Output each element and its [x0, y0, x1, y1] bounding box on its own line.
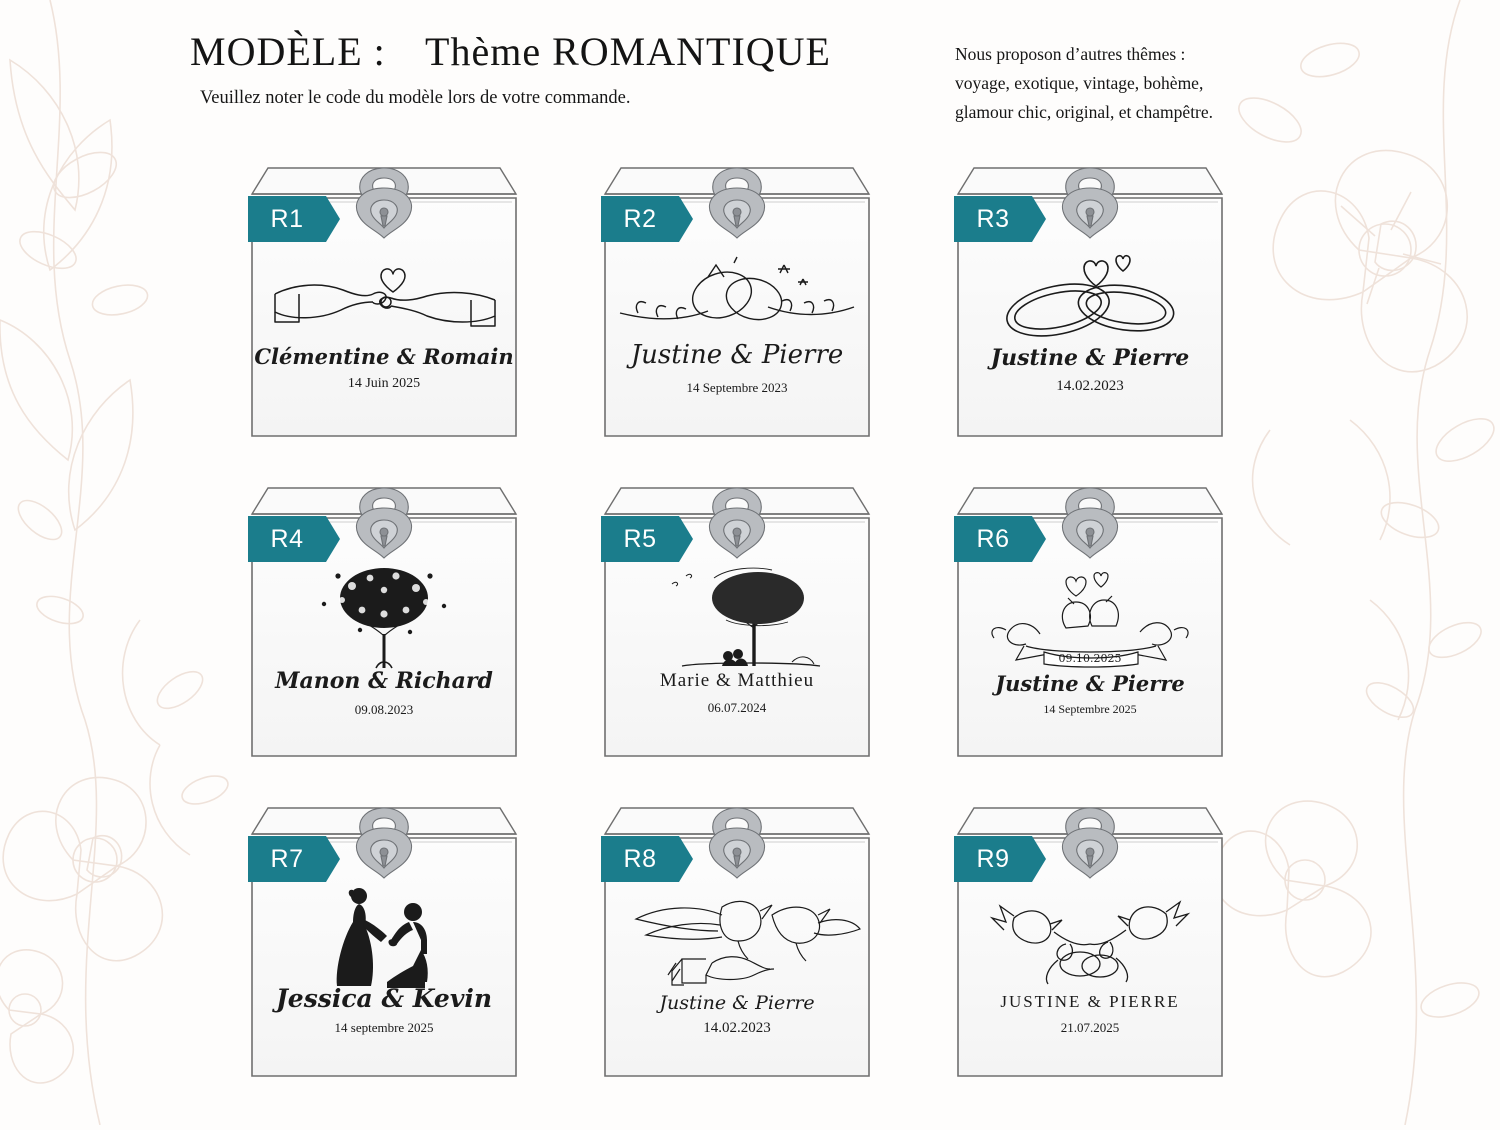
wedding-date: 14.02.2023 — [703, 1020, 771, 1036]
couple-names: Manon & Richard — [275, 668, 493, 694]
other-themes-note — [955, 40, 1355, 127]
model-code-ribbon — [248, 516, 340, 562]
model-code-ribbon — [248, 836, 340, 882]
couple-under-tree-icon — [591, 563, 883, 673]
page-title — [190, 28, 831, 75]
model-code-ribbon — [601, 836, 693, 882]
gift-box-illustration — [238, 148, 530, 443]
model-card[interactable] — [938, 460, 1291, 780]
other-themes-line-2: voyage, exotique, vintage, bohème, — [955, 73, 1204, 93]
doves-on-hand-icon — [591, 883, 883, 993]
couple-names: Clémentine & Romain — [254, 344, 514, 369]
model-code-label: R8 — [623, 844, 657, 873]
wedding-date: 09.08.2023 — [354, 702, 414, 717]
model-code-label: R1 — [270, 204, 304, 233]
birds-carrying-rings-icon — [944, 883, 1236, 993]
model-card[interactable] — [938, 140, 1291, 460]
model-code-ribbon — [601, 516, 693, 562]
gift-box-illustration — [238, 788, 530, 1083]
gift-box-illustration — [591, 788, 883, 1083]
other-themes-line-3: glamour chic, original, et champêtre. — [955, 102, 1214, 122]
hands-with-ring-icon — [238, 243, 530, 353]
couple-names: JUSTINE & PIERRE — [1000, 992, 1180, 1011]
model-card[interactable] — [232, 140, 585, 460]
model-code-label: R5 — [623, 524, 657, 553]
couple-names: Justine & Pierre — [990, 345, 1190, 371]
page-header — [0, 0, 1500, 140]
couple-names: Justine & Pierre — [659, 992, 815, 1014]
model-code-label: R2 — [623, 204, 657, 233]
model-code-ribbon — [954, 516, 1046, 562]
gift-box-illustration — [944, 148, 1236, 443]
interlocked-rings-hearts-icon — [944, 243, 1236, 353]
wedding-date: 14 septembre 2025 — [334, 1020, 434, 1035]
wedding-date: 14 Septembre 2023 — [686, 380, 788, 395]
gift-box-illustration — [944, 468, 1236, 763]
proposal-couple-icon — [238, 883, 530, 993]
crest-date-label: 09.10.2025 — [1058, 652, 1122, 665]
model-code-ribbon — [954, 196, 1046, 242]
wedding-date: 14 Septembre 2025 — [1043, 702, 1137, 716]
ornate-lock-icon — [348, 166, 420, 255]
wedding-date: 14.02.2023 — [1056, 378, 1124, 394]
other-themes-line-1: Nous proposon d’autres thêmes : — [955, 44, 1186, 64]
page-title-label: MODÈLE : — [190, 29, 386, 74]
ornate-lock-icon — [1054, 166, 1126, 255]
ornate-lock-icon — [348, 806, 420, 895]
model-code-ribbon — [248, 196, 340, 242]
model-code-label: R9 — [976, 844, 1010, 873]
love-birds-crest-icon — [944, 563, 1236, 673]
model-code-ribbon — [601, 196, 693, 242]
couple-names: Jessica & Kevin — [275, 984, 493, 1013]
model-card[interactable] — [585, 780, 938, 1100]
gift-box-illustration — [238, 468, 530, 763]
model-card[interactable] — [232, 780, 585, 1100]
ornate-lock-icon — [701, 806, 773, 895]
model-grid — [232, 140, 1292, 1100]
ornate-lock-icon — [1054, 806, 1126, 895]
model-code-label: R7 — [270, 844, 304, 873]
wedding-date: 21.07.2025 — [1060, 1020, 1120, 1035]
page-title-theme: Thème ROMANTIQUE — [425, 29, 831, 74]
ornate-lock-icon — [701, 486, 773, 575]
model-code-label: R6 — [976, 524, 1010, 553]
couple-names: Justine & Pierre — [630, 340, 844, 370]
ornate-lock-icon — [1054, 486, 1126, 575]
model-code-label: R4 — [270, 524, 304, 553]
wedding-date: 14 Juin 2025 — [347, 376, 421, 391]
tree-of-life-icon — [238, 563, 530, 673]
gift-box-illustration — [591, 468, 883, 763]
couple-names: Marie & Matthieu — [659, 670, 815, 691]
ornate-lock-icon — [348, 486, 420, 575]
gift-box-illustration — [944, 788, 1236, 1083]
model-card[interactable] — [585, 460, 938, 780]
two-rings-floral-icon — [591, 243, 883, 353]
page-subtitle: Veuillez noter le code du modèle lors de votre commande. — [200, 88, 631, 108]
wedding-date: 06.07.2024 — [707, 700, 767, 715]
model-code-ribbon — [954, 836, 1046, 882]
model-code-label: R3 — [976, 204, 1010, 233]
model-card[interactable] — [232, 460, 585, 780]
couple-names: Justine & Pierre — [995, 671, 1185, 696]
model-card[interactable] — [585, 140, 938, 460]
ornate-lock-icon — [701, 166, 773, 255]
model-card[interactable] — [938, 780, 1291, 1100]
gift-box-illustration — [591, 148, 883, 443]
